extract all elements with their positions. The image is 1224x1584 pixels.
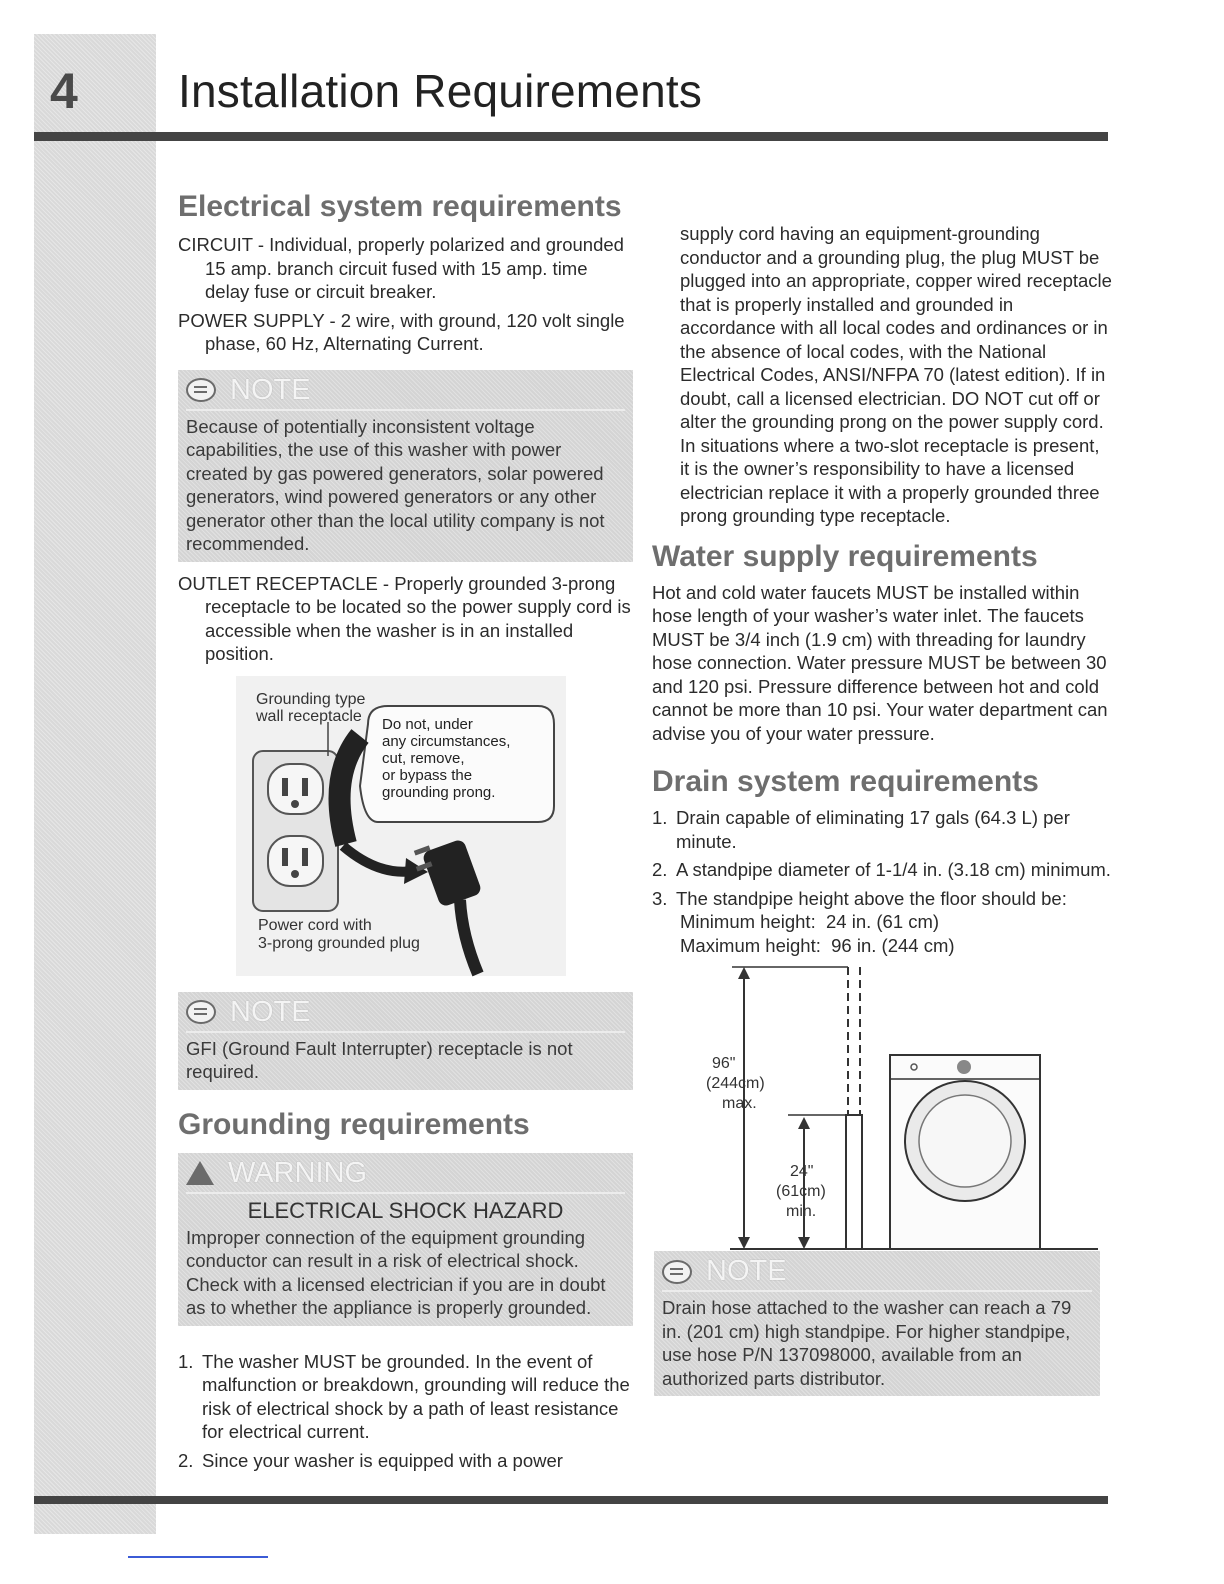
note-label: NOTE [230, 995, 311, 1028]
callout-line-5: grounding prong. [382, 783, 496, 801]
standpipe-illustration [652, 965, 1112, 1255]
max-label-1: 96" [712, 1055, 736, 1072]
standpipe-figure [652, 965, 1112, 1255]
page-title: Installation Requirements [178, 65, 703, 117]
note-drain [654, 1251, 1100, 1396]
electrical-heading: Electrical system requirements [178, 190, 622, 223]
min-height-value: 24 in. (61 cm) [826, 911, 940, 932]
height-max-row [652, 934, 1112, 958]
list-item [652, 806, 1112, 853]
list-item [178, 1350, 633, 1444]
min-label-3: min. [786, 1203, 817, 1220]
bottom-link-underline [128, 1556, 268, 1558]
note-text: Because of potentially inconsistent voltage capabilities, the use of this washer with power created by gas powered generators, solar powered generators, wind powered generators or any other generator other than the local utility company is not recommended. [186, 415, 605, 554]
max-height-label: Maximum height: [680, 934, 821, 956]
grounding-steps [178, 1350, 633, 1473]
page-number: 4 [50, 63, 78, 119]
circuit-text: CIRCUIT - Individual, properly polarized and grounded 15 amp. branch circuit fused with 15 amp. time delay fuse or circuit breaker. [178, 234, 624, 302]
drain-steps [652, 806, 1112, 910]
note-label: NOTE [706, 1255, 787, 1287]
warning-box [178, 1153, 633, 1326]
step-number: 1. [178, 1350, 194, 1372]
step-text: Since your washer is equipped with a power [202, 1449, 563, 1471]
receptacle-figure [178, 676, 633, 984]
min-height-label: Minimum height: [680, 911, 816, 932]
step-number: 3. [652, 887, 668, 909]
min-label-2: (61cm) [776, 1183, 826, 1200]
step-text: A standpipe diameter of 1-1/4 in. (3.18 cm) minimum. [676, 859, 1111, 880]
step-text: The standpipe height above the floor should be: [676, 887, 1067, 909]
right-column [652, 222, 1112, 1396]
note-icon [186, 1000, 216, 1024]
note-label: NOTE [230, 373, 311, 406]
list-item [652, 887, 1112, 911]
left-column [178, 190, 633, 1477]
label-receptacle-2: wall receptacle [256, 707, 362, 725]
callout-line-4: or bypass the [382, 766, 473, 784]
list-item [178, 1449, 633, 1473]
note-icon [186, 378, 216, 402]
grounding-heading: Grounding requirements [178, 1107, 530, 1141]
power-supply-text: POWER SUPPLY - 2 wire, with ground, 120 volt single phase, 60 Hz, Alternating Current. [178, 309, 625, 354]
side-strip [34, 34, 156, 1534]
min-label-1: 24" [790, 1163, 814, 1180]
grounding-continued-text: supply cord having an equipment-grounding conductor and a grounding plug, the plug MUST be plugged into an appropriate, copper wired receptacle that is properly installed and grounded in accordance with all local codes and ordinances or in the absence of local codes, with the National Electrical Codes, ANSI/NFPA 70 (latest edition). If in doubt, call a licensed electrician. DO NOT cut off or alter the grounding prong on the power supply cord. In situations where a two-slot receptacle is present, it is the owner’s responsibility to have a licensed electrician replace it with a properly grounded three prong grounding type receptacle. [680, 223, 1112, 526]
label-receptacle-1: Grounding type [256, 690, 366, 708]
label-cord-2: 3-prong grounded plug [258, 934, 420, 952]
note-text: Drain hose attached to the washer can reach a 79 in. (201 cm) high standpipe. For higher standpipe, use hose P/N 137098000, available from an authorized parts distributor. [662, 1297, 1072, 1389]
label-cord-1: Power cord with [258, 916, 372, 934]
warning-label: WARNING [228, 1156, 368, 1189]
note-header [186, 374, 625, 411]
drain-heading: Drain system requirements [652, 765, 1039, 798]
note-header [662, 1255, 1092, 1292]
warning-title: ELECTRICAL SHOCK HAZARD [247, 1197, 564, 1223]
top-rule [34, 132, 1108, 141]
max-height-value: 96 in. (244 cm) [831, 934, 955, 956]
water-text: Hot and cold water faucets MUST be installed within hose length of your washer’s water inlet. The faucets MUST be 3/4 inch (1.9 cm) with threading for laundry hose connection. Water pressure MUST be between 30 and 120 psi. Pressure difference between hot and cold cannot be more than 10 psi. Your water department can advise you of your water pressure. [652, 581, 1108, 744]
receptacle-illustration [178, 676, 633, 984]
step-text: The washer MUST be grounded. In the event of malfunction or breakdown, grounding will reduce the risk of electrical shock by a path of least resistance for electrical current. [202, 1350, 630, 1442]
outlet-text: OUTLET RECEPTACLE - Properly grounded 3-prong receptacle to be located so the power supply cord is accessible when the washer is in an installed position. [178, 572, 631, 664]
step-number: 2. [178, 1449, 194, 1471]
callout-line-1: Do not, under [382, 715, 473, 733]
max-label-2: (244cm) [706, 1075, 765, 1092]
callout-line-3: cut, remove, [382, 749, 465, 767]
step-number: 1. [652, 807, 668, 828]
water-heading: Water supply requirements [652, 539, 1038, 573]
step-number: 2. [652, 859, 668, 880]
note-icon [662, 1260, 692, 1284]
note-text: GFI (Ground Fault Interrupter) receptacle is not required. [186, 1037, 573, 1082]
warning-text: Improper connection of the equipment grounding conductor can result in a risk of electrical shock. Check with a licensed electrician if you are in doubt as to whether the appliance is properly grounded. [186, 1226, 606, 1318]
step-text: Drain capable of eliminating 17 gals (64.3 L) per minute. [676, 807, 1070, 852]
outlet-bottom [268, 836, 323, 886]
warning-header [186, 1157, 625, 1194]
bottom-rule [34, 1496, 1108, 1504]
height-min-row [652, 910, 1112, 934]
note-header [186, 996, 625, 1033]
warning-triangle-icon [186, 1161, 214, 1185]
max-label-3: max. [722, 1095, 757, 1112]
note-voltage [178, 370, 633, 562]
list-item [652, 858, 1112, 882]
note-gfi [178, 992, 633, 1090]
callout-line-2: any circumstances, [382, 732, 511, 750]
